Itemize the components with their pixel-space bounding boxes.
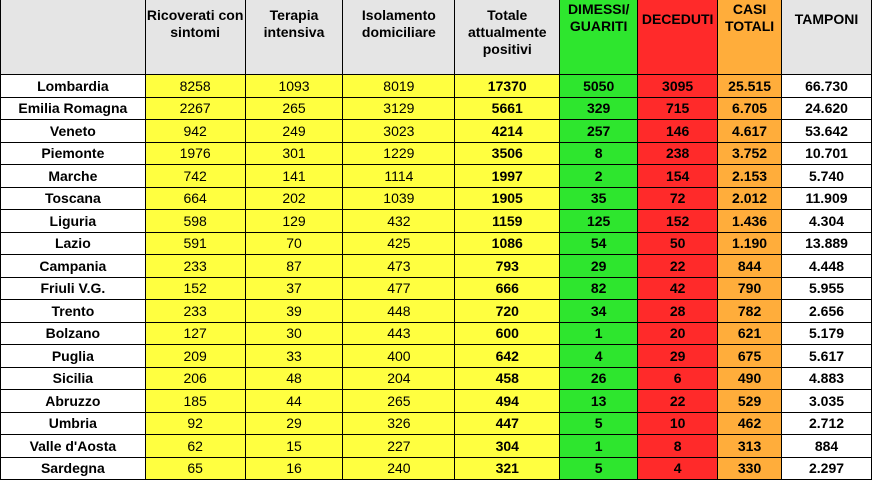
cell-isolamento: 227 [343,435,455,458]
cell-ricoverati: 209 [145,345,245,368]
cell-casi: 2.153 [718,165,782,188]
cell-deceduti: 10 [638,412,718,435]
cell-tamponi: 5.955 [782,277,872,300]
cell-terapia: 87 [245,255,343,278]
cell-deceduti: 152 [638,210,718,233]
cell-totale: 3506 [455,142,560,165]
cell-deceduti: 72 [638,187,718,210]
cell-isolamento: 265 [343,390,455,413]
cell-tamponi: 66.730 [782,75,872,98]
cell-totale: 321 [455,457,560,480]
table-row [1,187,872,210]
cell-isolamento: 432 [343,210,455,233]
cell-deceduti: 238 [638,142,718,165]
cell-isolamento: 1114 [343,165,455,188]
cell-regione: Abruzzo [1,390,146,413]
cell-totale: 1905 [455,187,560,210]
cell-regione: Liguria [1,210,146,233]
cell-dimessi: 257 [560,120,638,143]
cell-tamponi: 2.656 [782,300,872,323]
cell-dimessi: 5050 [560,75,638,98]
cell-totale: 458 [455,367,560,390]
cell-ricoverati: 233 [145,255,245,278]
cell-regione: Bolzano [1,322,146,345]
cell-regione: Sardegna [1,457,146,480]
cell-casi: 529 [718,390,782,413]
cell-casi: 313 [718,435,782,458]
cell-dimessi: 329 [560,97,638,120]
cell-ricoverati: 2267 [145,97,245,120]
cell-casi: 3.752 [718,142,782,165]
cell-tamponi: 5.179 [782,322,872,345]
cell-casi: 1.436 [718,210,782,233]
cell-terapia: 202 [245,187,343,210]
cell-casi: 790 [718,277,782,300]
cell-terapia: 39 [245,300,343,323]
table-row [1,97,872,120]
cell-dimessi: 125 [560,210,638,233]
cell-tamponi: 3.035 [782,390,872,413]
cell-terapia: 70 [245,232,343,255]
table-row [1,412,872,435]
cell-regione: Lazio [1,232,146,255]
cell-ricoverati: 1976 [145,142,245,165]
cell-ricoverati: 598 [145,210,245,233]
cell-deceduti: 22 [638,255,718,278]
cell-ricoverati: 942 [145,120,245,143]
cell-terapia: 15 [245,435,343,458]
cell-regione: Friuli V.G. [1,277,146,300]
cell-tamponi: 2.297 [782,457,872,480]
header-isolamento: Isolamento domiciliare [343,0,455,75]
cell-deceduti: 29 [638,345,718,368]
header-regione [1,0,146,75]
table-row [1,75,872,98]
cell-isolamento: 477 [343,277,455,300]
cell-dimessi: 5 [560,457,638,480]
table-row [1,120,872,143]
cell-casi: 675 [718,345,782,368]
cell-dimessi: 54 [560,232,638,255]
cell-tamponi: 11.909 [782,187,872,210]
cell-isolamento: 443 [343,322,455,345]
cell-regione: Umbria [1,412,146,435]
cell-totale: 5661 [455,97,560,120]
cell-regione: Lombardia [1,75,146,98]
cell-deceduti: 154 [638,165,718,188]
cell-totale: 4214 [455,120,560,143]
cell-isolamento: 3129 [343,97,455,120]
header-ricoverati: Ricoverati con sintomi [145,0,245,75]
cell-casi: 462 [718,412,782,435]
cell-terapia: 265 [245,97,343,120]
cell-regione: Puglia [1,345,146,368]
cell-regione: Veneto [1,120,146,143]
cell-ricoverati: 65 [145,457,245,480]
table-row [1,232,872,255]
cell-totale: 17370 [455,75,560,98]
cell-totale: 666 [455,277,560,300]
cell-tamponi: 5.740 [782,165,872,188]
cell-tamponi: 2.712 [782,412,872,435]
cell-dimessi: 4 [560,345,638,368]
cell-tamponi: 4.883 [782,367,872,390]
cell-casi: 4.617 [718,120,782,143]
cell-terapia: 37 [245,277,343,300]
cell-terapia: 48 [245,367,343,390]
cell-isolamento: 204 [343,367,455,390]
cell-tamponi: 5.617 [782,345,872,368]
cell-dimessi: 1 [560,435,638,458]
cell-deceduti: 715 [638,97,718,120]
cell-regione: Campania [1,255,146,278]
cell-ricoverati: 185 [145,390,245,413]
cell-casi: 844 [718,255,782,278]
cell-isolamento: 8019 [343,75,455,98]
cell-terapia: 141 [245,165,343,188]
cell-casi: 782 [718,300,782,323]
table-row [1,367,872,390]
table-row [1,300,872,323]
cell-isolamento: 3023 [343,120,455,143]
cell-ricoverati: 62 [145,435,245,458]
header-casi: CASI TOTALI [718,0,782,75]
cell-dimessi: 26 [560,367,638,390]
cell-deceduti: 146 [638,120,718,143]
table-row [1,255,872,278]
cell-ricoverati: 8258 [145,75,245,98]
cell-dimessi: 2 [560,165,638,188]
cell-terapia: 33 [245,345,343,368]
cell-tamponi: 4.448 [782,255,872,278]
cell-terapia: 16 [245,457,343,480]
cell-ricoverati: 742 [145,165,245,188]
table-row [1,142,872,165]
cell-deceduti: 6 [638,367,718,390]
cell-totale: 1997 [455,165,560,188]
cell-deceduti: 4 [638,457,718,480]
cell-dimessi: 1 [560,322,638,345]
cell-totale: 1159 [455,210,560,233]
cell-tamponi: 53.642 [782,120,872,143]
cell-terapia: 29 [245,412,343,435]
cell-dimessi: 35 [560,187,638,210]
cell-totale: 494 [455,390,560,413]
cell-tamponi: 884 [782,435,872,458]
table-body [1,75,872,480]
header-deceduti: DECEDUTI [638,0,718,75]
cell-tamponi: 24.620 [782,97,872,120]
cell-totale: 793 [455,255,560,278]
cell-totale: 447 [455,412,560,435]
cell-isolamento: 400 [343,345,455,368]
cell-casi: 1.190 [718,232,782,255]
table-row [1,165,872,188]
cell-dimessi: 5 [560,412,638,435]
cell-totale: 1086 [455,232,560,255]
cell-isolamento: 1229 [343,142,455,165]
cell-regione: Marche [1,165,146,188]
cell-deceduti: 28 [638,300,718,323]
cell-deceduti: 50 [638,232,718,255]
cell-deceduti: 8 [638,435,718,458]
cell-deceduti: 42 [638,277,718,300]
header-tamponi: TAMPONI [782,0,872,75]
cell-casi: 2.012 [718,187,782,210]
cell-deceduti: 22 [638,390,718,413]
table-row [1,277,872,300]
cell-totale: 642 [455,345,560,368]
cell-dimessi: 82 [560,277,638,300]
cell-regione: Trento [1,300,146,323]
cell-regione: Piemonte [1,142,146,165]
cell-casi: 6.705 [718,97,782,120]
cell-regione: Toscana [1,187,146,210]
header-totale: Totale attualmente positivi [455,0,560,75]
cell-dimessi: 13 [560,390,638,413]
cell-tamponi: 4.304 [782,210,872,233]
cell-ricoverati: 92 [145,412,245,435]
cell-deceduti: 3095 [638,75,718,98]
cell-ricoverati: 152 [145,277,245,300]
cell-regione: Emilia Romagna [1,97,146,120]
cell-terapia: 249 [245,120,343,143]
cell-terapia: 129 [245,210,343,233]
table-row [1,435,872,458]
cell-ricoverati: 664 [145,187,245,210]
cell-isolamento: 1039 [343,187,455,210]
table-row [1,390,872,413]
table-row [1,322,872,345]
cell-tamponi: 13.889 [782,232,872,255]
cell-casi: 621 [718,322,782,345]
header-dimessi: DIMESSI/ GUARITI [560,0,638,75]
cell-isolamento: 425 [343,232,455,255]
header-row [1,0,872,75]
table-row [1,457,872,480]
cell-casi: 330 [718,457,782,480]
cell-casi: 490 [718,367,782,390]
cell-totale: 720 [455,300,560,323]
cell-ricoverati: 127 [145,322,245,345]
cell-isolamento: 326 [343,412,455,435]
cell-casi: 25.515 [718,75,782,98]
cell-isolamento: 473 [343,255,455,278]
cell-terapia: 1093 [245,75,343,98]
cell-totale: 600 [455,322,560,345]
header-terapia: Terapia intensiva [245,0,343,75]
cell-totale: 304 [455,435,560,458]
cell-regione: Valle d'Aosta [1,435,146,458]
cell-terapia: 30 [245,322,343,345]
cell-ricoverati: 591 [145,232,245,255]
cell-dimessi: 29 [560,255,638,278]
cell-deceduti: 20 [638,322,718,345]
cell-terapia: 44 [245,390,343,413]
cell-regione: Sicilia [1,367,146,390]
cell-ricoverati: 206 [145,367,245,390]
table-row [1,345,872,368]
cell-isolamento: 448 [343,300,455,323]
cell-terapia: 301 [245,142,343,165]
cell-tamponi: 10.701 [782,142,872,165]
cell-ricoverati: 233 [145,300,245,323]
cell-isolamento: 240 [343,457,455,480]
cell-dimessi: 8 [560,142,638,165]
cell-dimessi: 34 [560,300,638,323]
table-row [1,210,872,233]
